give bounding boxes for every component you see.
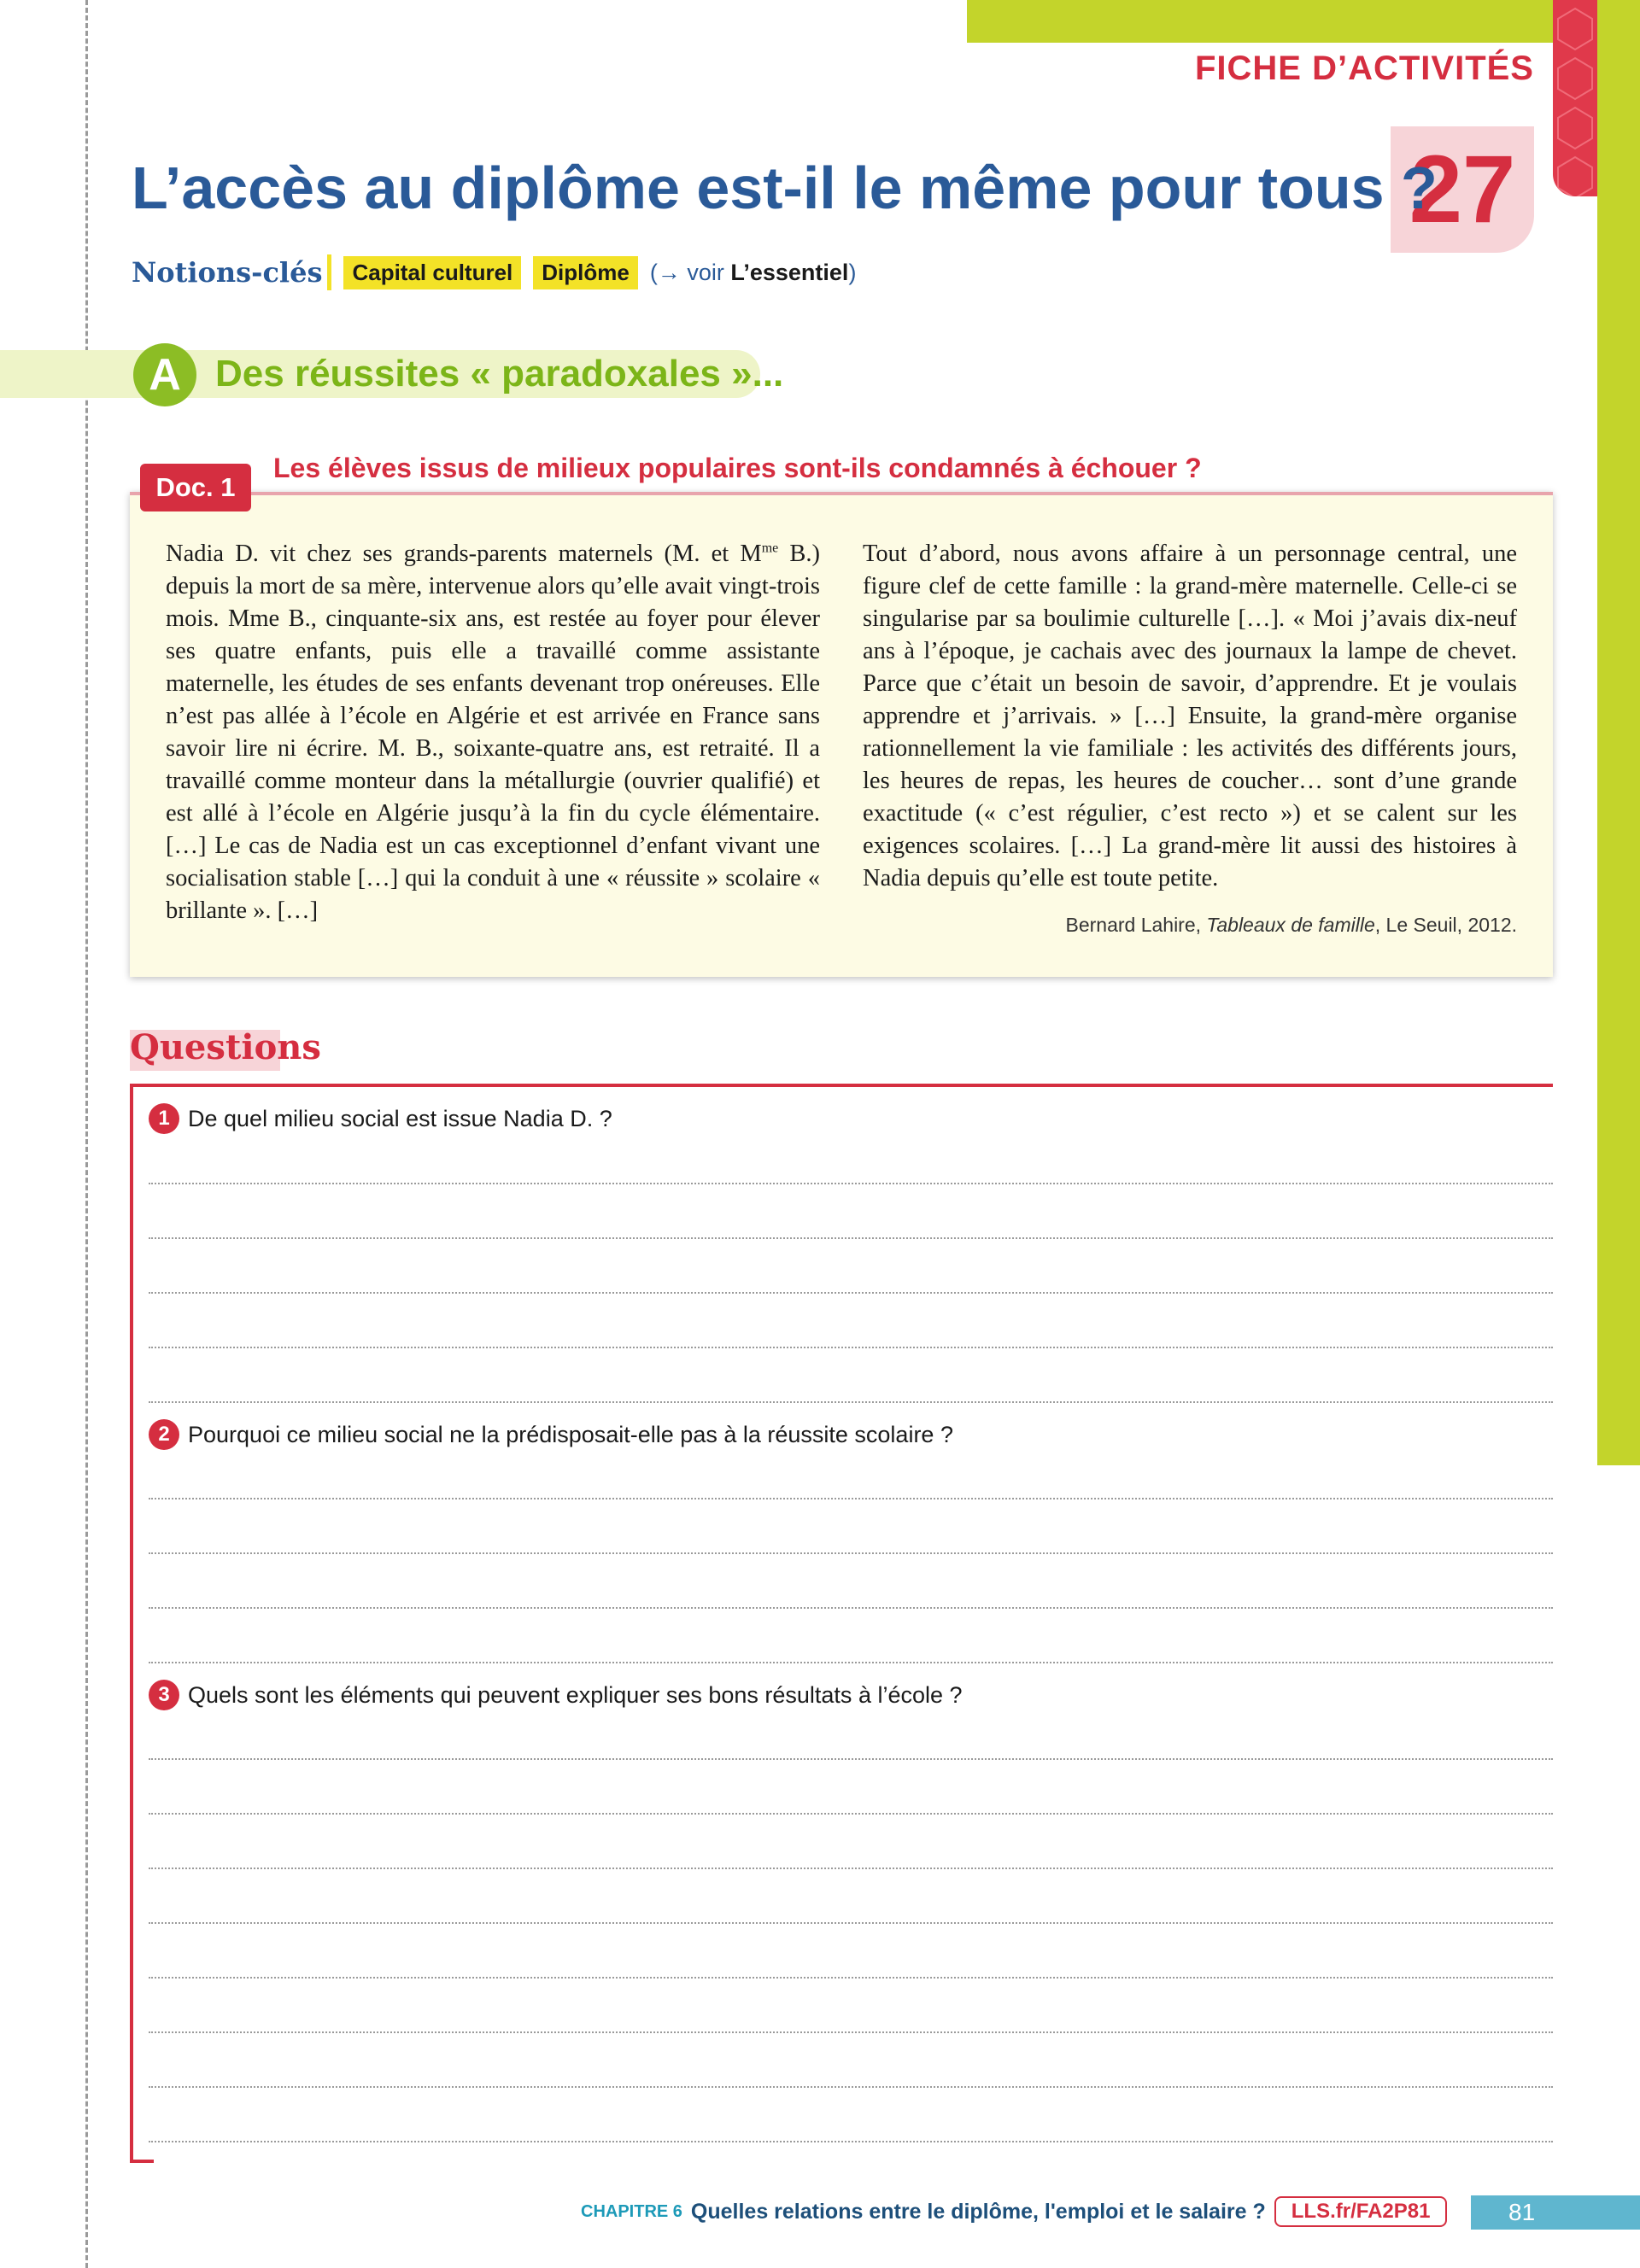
answer-line-1e[interactable] <box>149 1401 1553 1403</box>
notion-tag-capital-culturel[interactable]: Capital culturel <box>343 256 521 289</box>
source-author: Bernard Lahire, <box>1065 914 1207 936</box>
col1-superscript: me <box>761 541 779 556</box>
page-number: 81 <box>1471 2195 1640 2230</box>
document-text-column-1 <box>166 538 820 927</box>
notion-tag-diplome[interactable]: Diplôme <box>533 256 638 289</box>
fiche-label: FICHE D’ACTIVITÉS <box>1194 50 1534 87</box>
answer-line-3g[interactable] <box>149 2086 1553 2088</box>
key-notions-label: Notions-clés <box>132 256 323 289</box>
source-publisher: , Le Seuil, 2012. <box>1374 914 1517 936</box>
question-number-badge: 1 <box>149 1103 179 1134</box>
answer-line-1c[interactable] <box>149 1292 1553 1294</box>
answer-line-1b[interactable] <box>149 1237 1553 1239</box>
questions-frame-top <box>130 1084 1553 1087</box>
page-footer <box>581 2196 1447 2227</box>
document-text-column-2: Tout d’abord, nous avons affaire à un personnage central, une figure clef de cette famille : la grand-mère maternelle. Celle-ci se singularise par sa boulimie culturelle […]. « Moi j’avais dix-neuf ans à l’époque, je cachais avec des journaux la lampe de chevet. Parce que c’était un besoin de savoir, d’apprendre. Et je voulais apprendre et j’arrivais. » […] Ensuite, la grand-mère organise rationnellement la vie familiale : les activités des différents jours, les heures de repas, les heures de coucher… sont d’une grande exactitude (« c’est régulier, c’est recto ») et se calent sur les exigences scolaires. […] La grand-mère lit aussi des histoires à Nadia depuis qu’elle est toute petite. <box>863 541 1517 891</box>
answer-line-3c[interactable] <box>149 1868 1553 1869</box>
document-title: Les élèves issus de milieux populaires sont-ils condamnés à échouer ? <box>273 453 1202 483</box>
answer-line-2d[interactable] <box>149 1662 1553 1663</box>
see-essential-reference <box>650 260 857 286</box>
right-accent-band <box>1597 0 1640 1465</box>
see-suffix: ) <box>848 259 857 285</box>
section-letter-badge: A <box>133 343 196 406</box>
col1-text-b: B.) depuis la mort de sa mère, intervenue alors qu’elle avait vingt-trois mois. Mme B., cinquante-six ans, est restée au foyer pour élever ses quatre enfants, puis elle a travaillé comme assistante maternelle, les études de ses enfants devenant trop onéreuses. Elle n’est pas allée à l’école en Algérie et est arrivée en France sans savoir lire ni écrire. M. B., soixante-quatre ans, est retraité. Il a travaillé comme monteur dans la métallurgie (ouvrier qualifié) et est allé à l’école en Algérie jusqu’à la fin du cycle élémentaire. […] Le cas de Nadia est un cas exceptionnel d’enfant vivant une socialisation stable […] qui la conduit à une « réussite » scolaire « brillante ». […] <box>166 541 821 924</box>
hexagon-pattern-tab <box>1553 0 1597 196</box>
page-title: L’accès au diplôme est-il le même pour tous ? <box>132 155 1438 221</box>
chapter-label: CHAPITRE 6 <box>581 2201 682 2221</box>
answer-line-2c[interactable] <box>149 1607 1553 1609</box>
answer-line-1a[interactable] <box>149 1183 1553 1184</box>
answer-line-3h[interactable] <box>149 2141 1553 2142</box>
question-text: Pourquoi ce milieu social ne la prédisposait-elle pas à la réussite scolaire ? <box>188 1421 953 1447</box>
question-number-badge: 3 <box>149 1680 179 1710</box>
essential-link[interactable]: L’essentiel <box>730 259 849 285</box>
top-accent-band <box>967 0 1555 43</box>
source-work: Tableaux de famille <box>1206 914 1375 936</box>
activity-number: 27 <box>1409 136 1516 243</box>
answer-line-3f[interactable] <box>149 2031 1553 2033</box>
questions-heading: Questions <box>130 1027 321 1067</box>
key-notions <box>132 253 856 292</box>
answer-line-2a[interactable] <box>149 1498 1553 1499</box>
answer-line-3e[interactable] <box>149 1977 1553 1979</box>
answer-line-3b[interactable] <box>149 1813 1553 1815</box>
question-2 <box>149 1419 953 1450</box>
document-source <box>1065 914 1517 937</box>
questions-frame-bottom <box>130 2160 154 2163</box>
question-text: De quel milieu social est issue Nadia D. ? <box>188 1105 612 1131</box>
question-number-badge: 2 <box>149 1419 179 1450</box>
question-text: Quels sont les éléments qui peuvent expliquer ses bons résultats à l’école ? <box>188 1681 963 1708</box>
section-title: Des réussites « paradoxales »... <box>215 353 784 395</box>
lls-link[interactable]: LLS.fr/FA2P81 <box>1274 2196 1448 2227</box>
answer-line-2b[interactable] <box>149 1552 1553 1554</box>
see-prefix: (→ voir <box>649 259 731 285</box>
chapter-title: Quelles relations entre le diplôme, l'emploi et le salaire ? <box>690 2199 1266 2224</box>
answer-line-1d[interactable] <box>149 1347 1553 1348</box>
col1-text-a: Nadia D. vit chez ses grands-parents maternels (M. et M <box>166 541 762 567</box>
answer-line-3d[interactable] <box>149 1922 1553 1924</box>
questions-frame-left <box>130 1084 133 2163</box>
question-3 <box>149 1680 963 1710</box>
answer-line-3a[interactable] <box>149 1758 1553 1760</box>
page-fold-dashed-line <box>85 0 88 2268</box>
question-1 <box>149 1103 612 1134</box>
key-notions-divider <box>327 254 331 290</box>
document-tag: Doc. 1 <box>140 464 251 511</box>
